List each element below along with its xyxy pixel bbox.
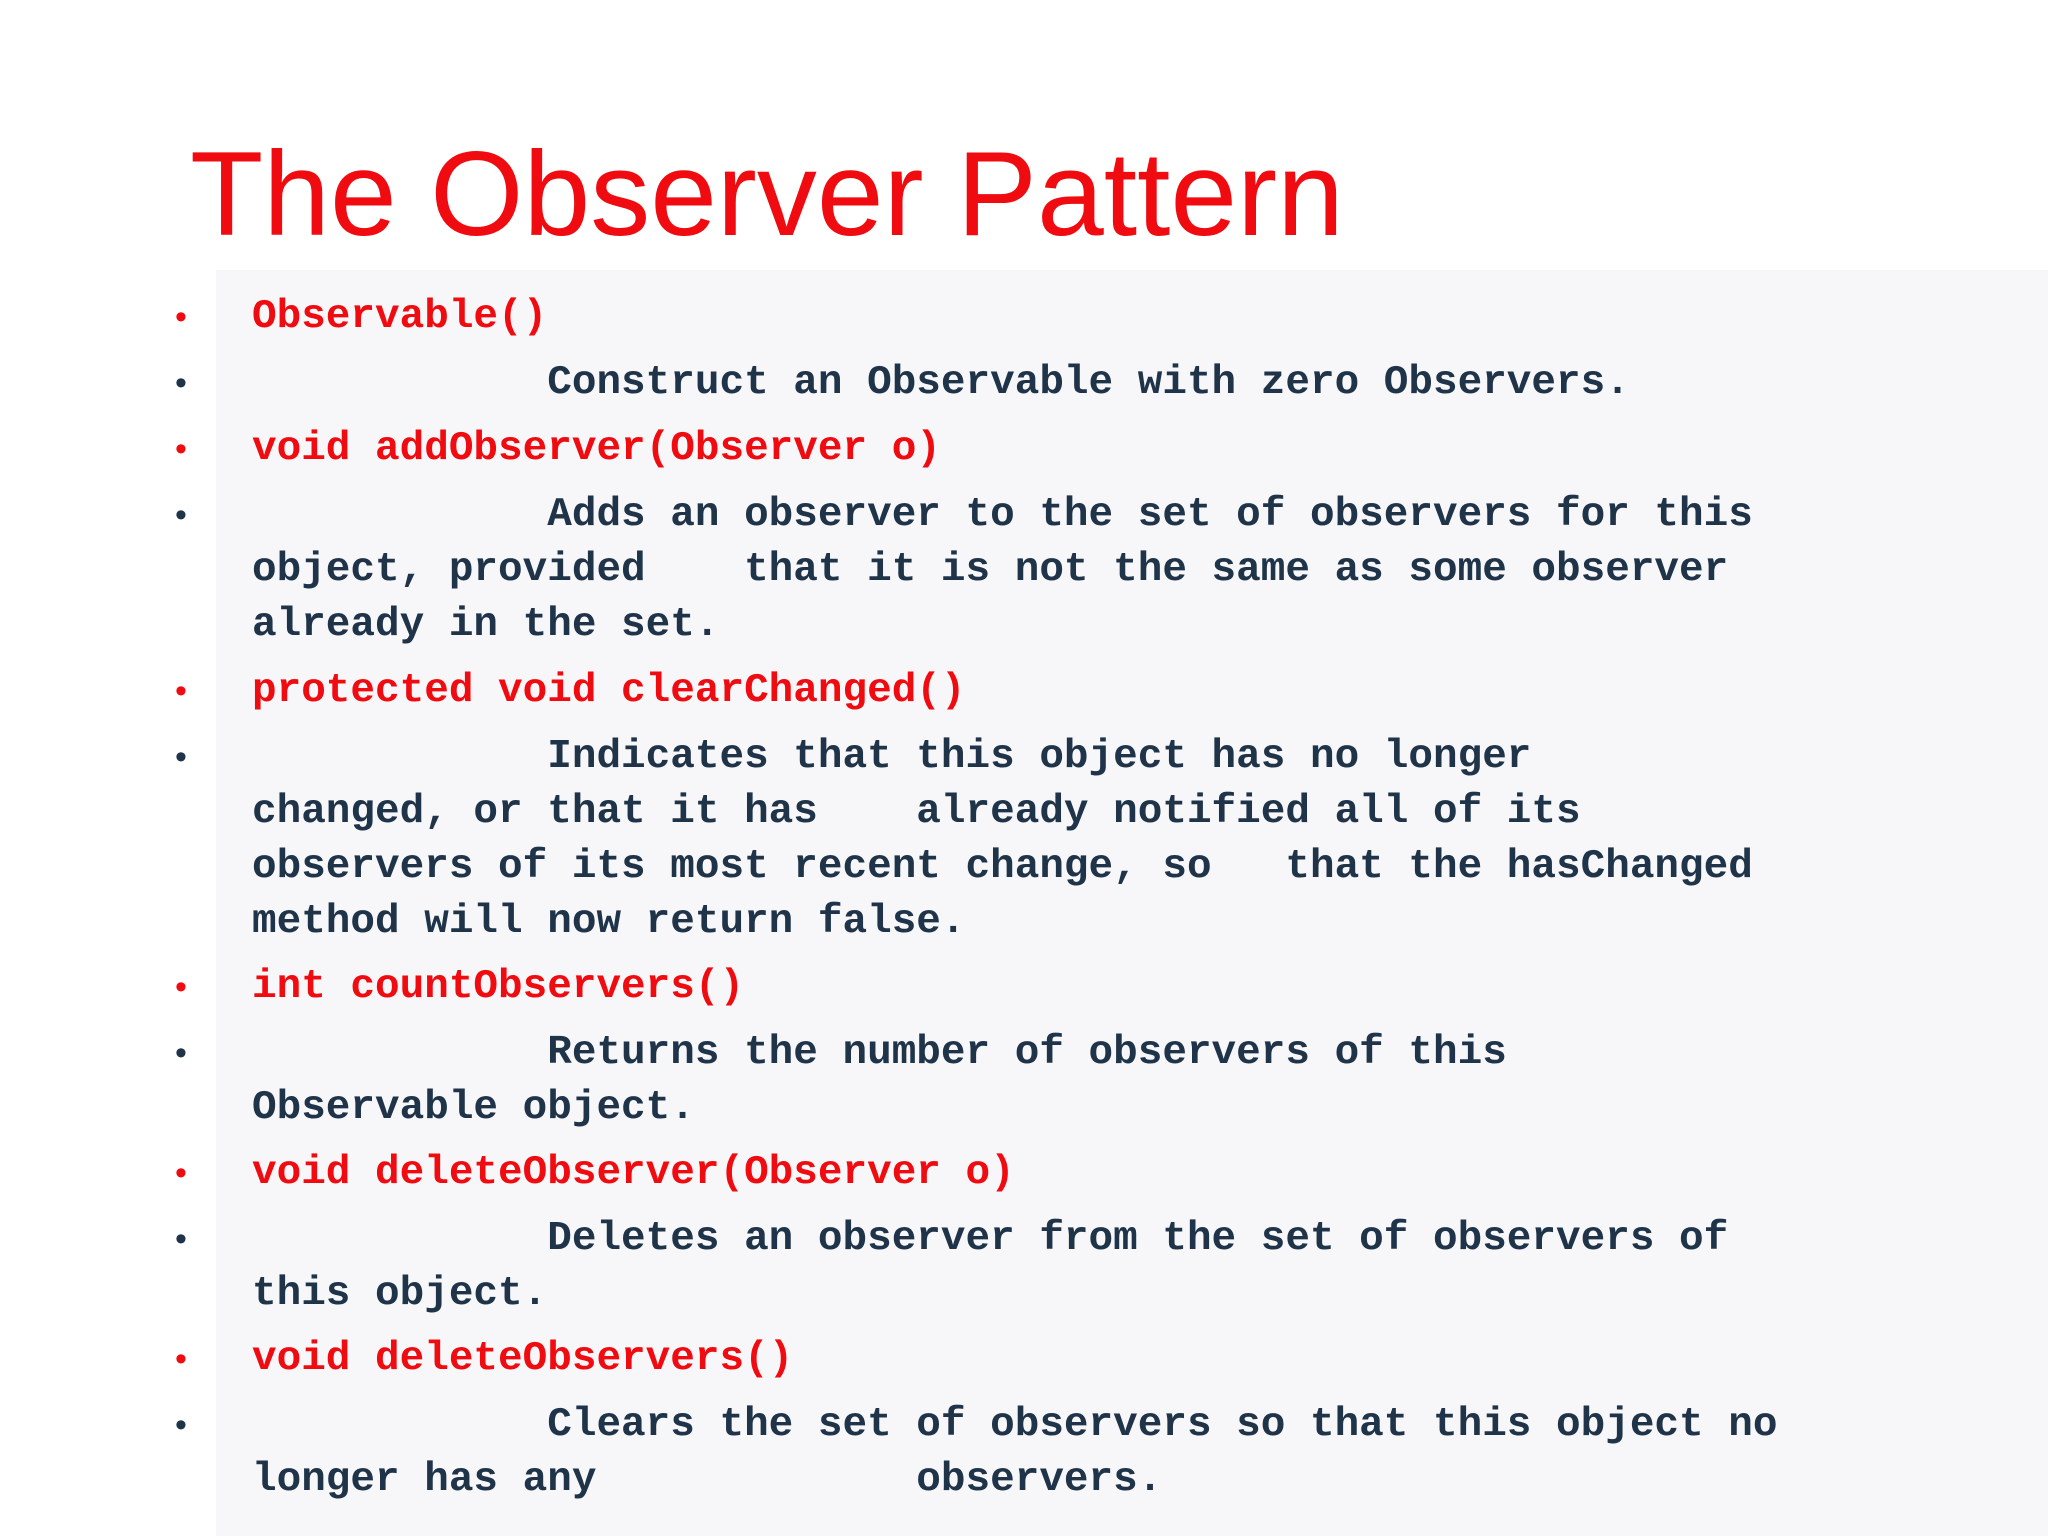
method-signature: protected void clearChanged() [252, 668, 966, 714]
method-description: Indicates that this object has no longer changed, or that it has already notified all of its observers of its most recent change, so that the hasChanged method will now return false. [252, 734, 1753, 945]
bullet-icon: • [175, 364, 187, 402]
method-description: Adds an observer to the set of observers for this object, provided that it is not the same as some observer already in the set. [252, 492, 1753, 648]
bullet-icon: • [175, 298, 187, 336]
bullet-icon: • [175, 738, 187, 776]
bullet-icon: • [175, 968, 187, 1006]
bullet-icon: • [175, 1154, 187, 1192]
method-description: Returns the number of observers of this Observable object. [252, 1030, 1507, 1131]
method-description: Deletes an observer from the set of observers of this object. [252, 1216, 1729, 1317]
bullet-icon: • [175, 496, 187, 534]
method-signature: int countObservers() [252, 964, 745, 1010]
method-signature: Observable() [252, 294, 548, 340]
slide-title: The Observer Pattern [190, 127, 1344, 261]
method-signature: void addObserver(Observer o) [252, 426, 941, 472]
method-signature: void deleteObserver(Observer o) [252, 1150, 1015, 1196]
bullet-icon: • [175, 672, 187, 710]
method-description: Construct an Observable with zero Observers. [252, 360, 1630, 406]
bullet-icon: • [175, 430, 187, 468]
method-signature: void deleteObservers() [252, 1336, 794, 1382]
bullet-icon: • [175, 1406, 187, 1444]
method-description: Clears the set of observers so that this object no longer has any observers. [252, 1402, 1778, 1503]
bullet-icon: • [175, 1034, 187, 1072]
bullet-icon: • [175, 1340, 187, 1378]
bullet-icon: • [175, 1220, 187, 1258]
